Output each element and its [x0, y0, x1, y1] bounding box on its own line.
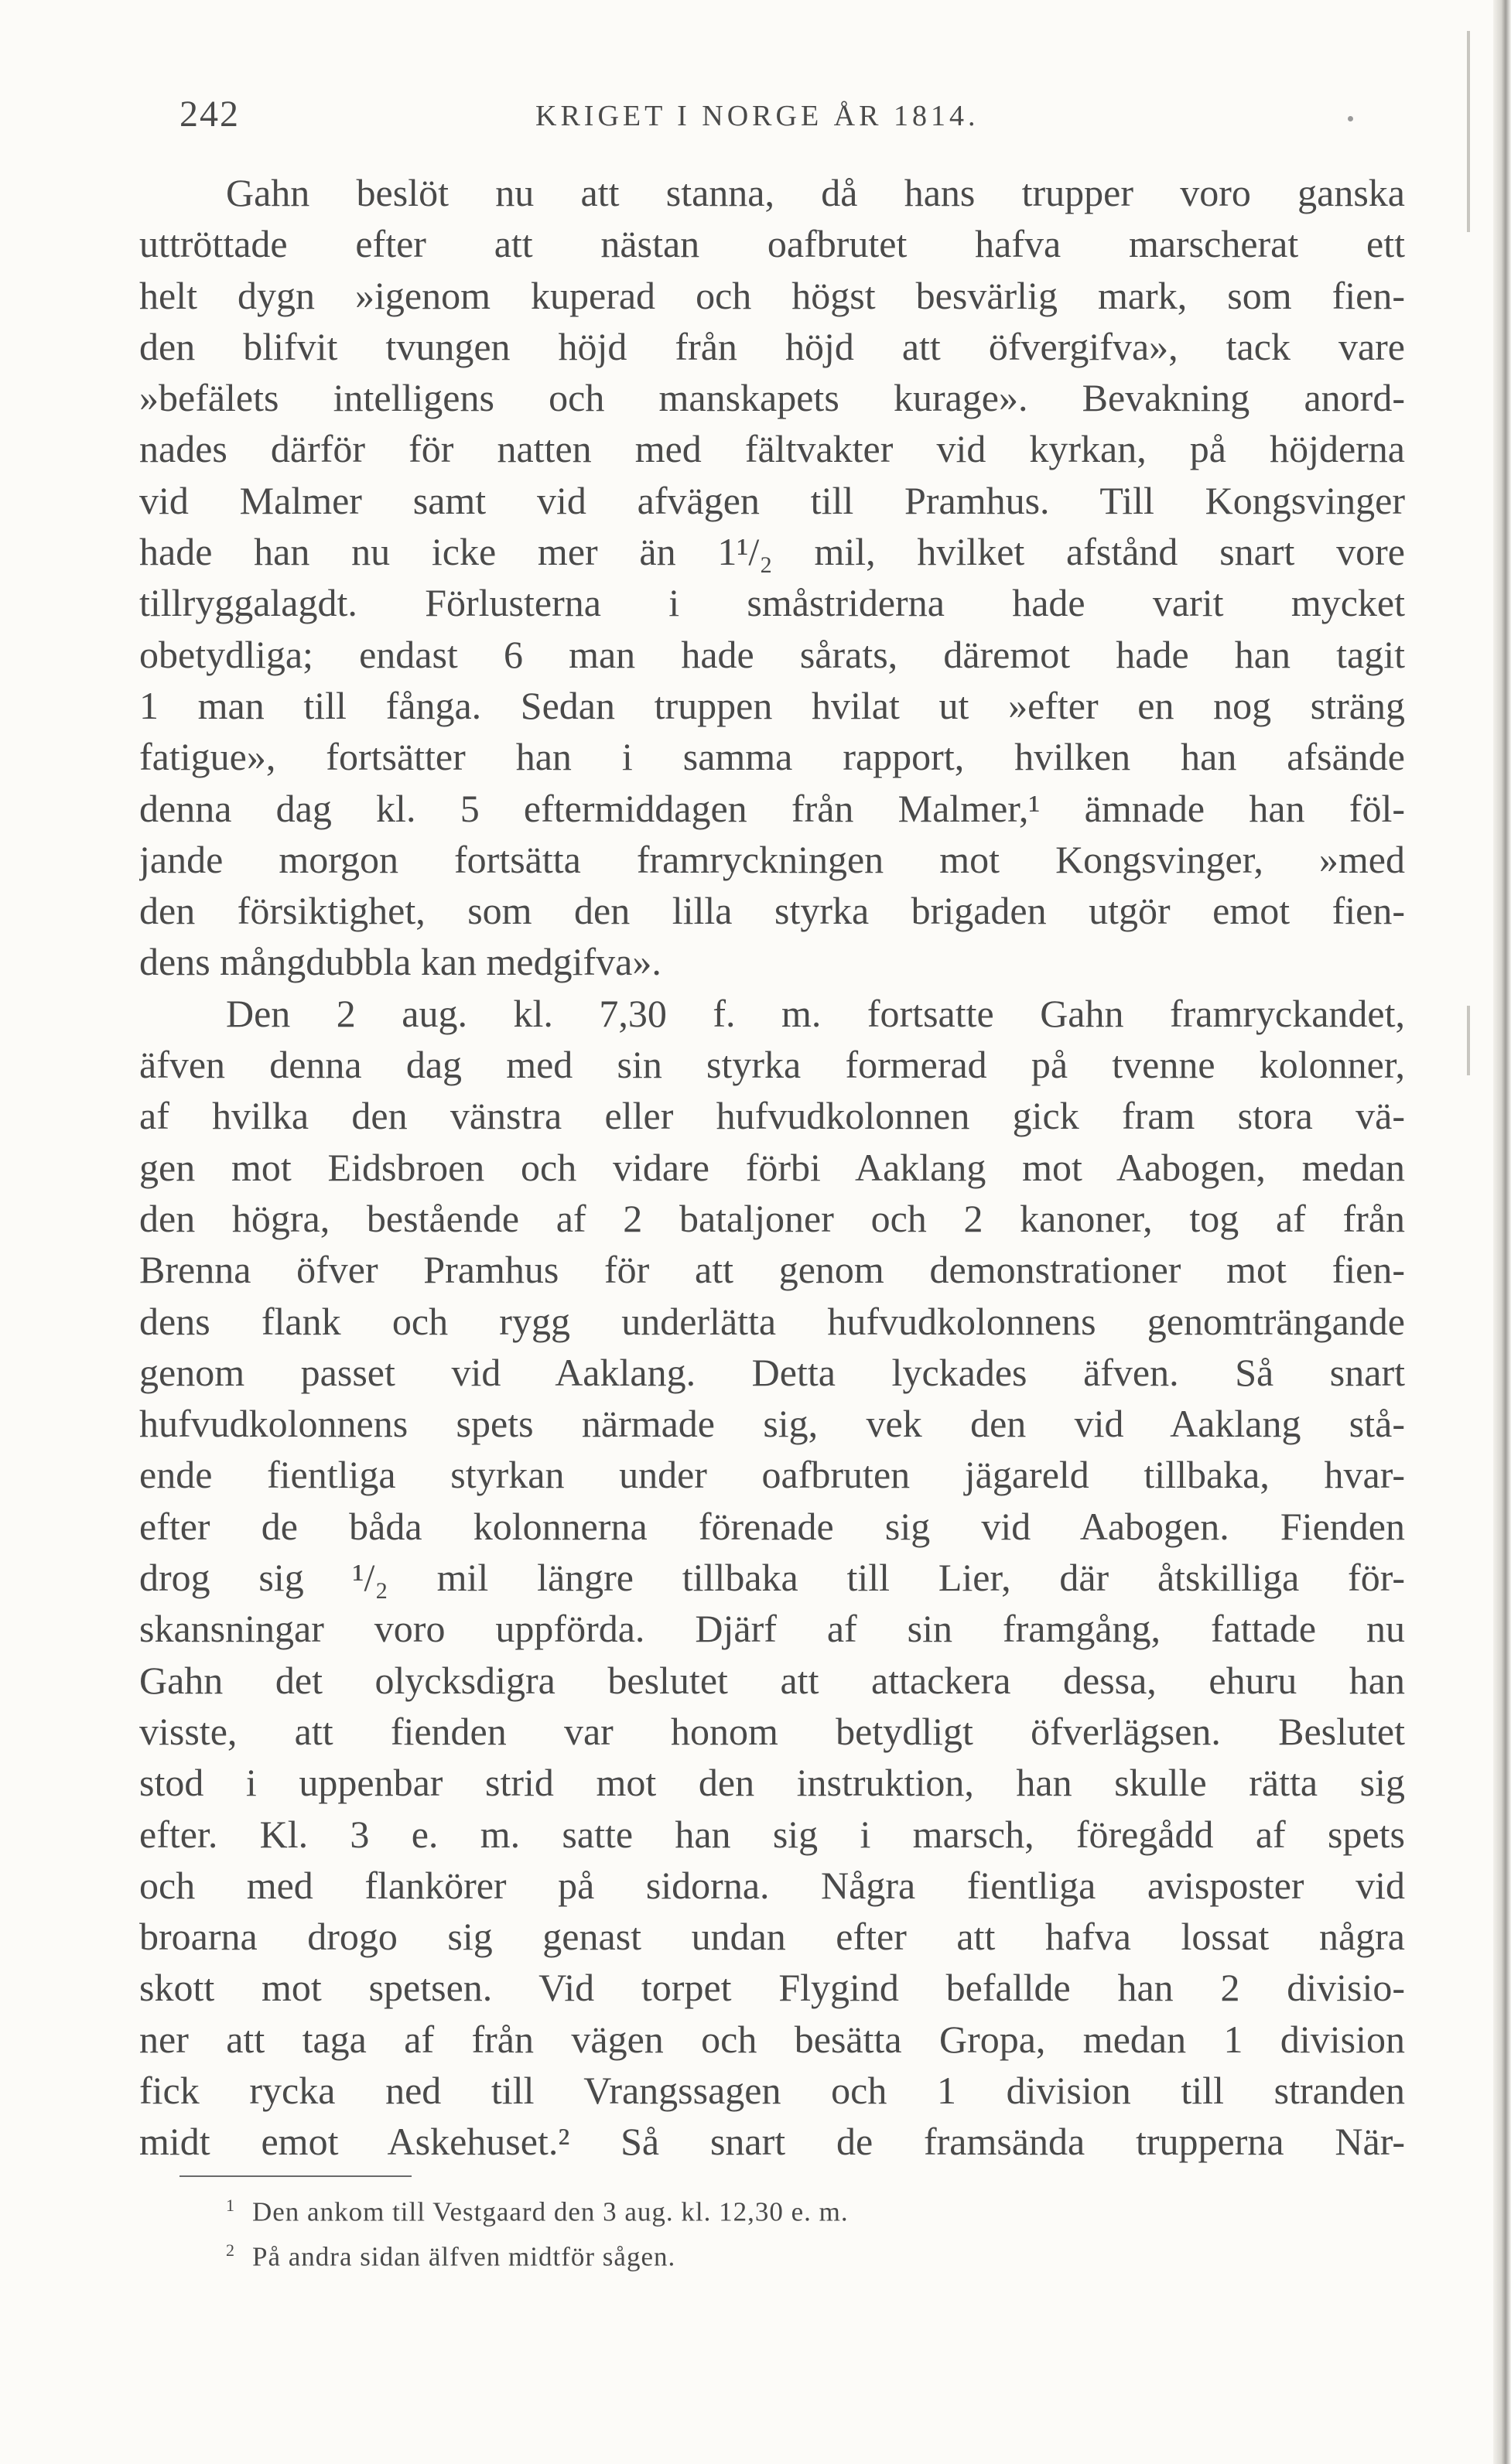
text-line: denna dag kl. 5 eftermiddagen från Malmer,¹ ämnade han föl- [139, 786, 1405, 830]
footnote-text: Den ankom till Vestgaard den 3 aug. kl. 12,30 e. m. [252, 2196, 849, 2227]
text-line: ner att taga af från vägen och besätta Gropa, medan 1 division [139, 2017, 1405, 2061]
text-line: äfven denna dag med sin styrka formerad på tvenne kolonner, [139, 1043, 1405, 1087]
text-line: fick rycka ned till Vrangssagen och 1 division till stranden [139, 2068, 1405, 2112]
text-line: af hvilka den vänstra eller hufvudkolonnen gick fram stora vä- [139, 1094, 1405, 1138]
page-edge-mark [1467, 1006, 1470, 1075]
footnote-mark: 2 [226, 2240, 235, 2260]
page-edge [1493, 0, 1511, 2464]
text-line: den högra, bestående af 2 bataljoner och 2 kanoner, tog af från [139, 1196, 1405, 1240]
text-line: skansningar voro uppförda. Djärf af sin framgång, fattade nu [139, 1607, 1405, 1651]
text-line: efter de båda kolonnerna förenade sig vid Aabogen. Fienden [139, 1504, 1405, 1548]
text-line: fatigue», fortsätter han i samma rapport, hvilken han afsände [139, 735, 1405, 779]
text-line: helt dygn »igenom kuperad och högst besvärlig mark, som fien- [139, 273, 1405, 317]
text-line: vid Malmer samt vid afvägen till Pramhus. Till Kongsvinger [139, 478, 1405, 522]
header-dot [1348, 116, 1353, 121]
text-line: visste, att fienden var honom betydligt öfverlägsen. Beslutet [139, 1709, 1405, 1753]
page-header [179, 93, 1355, 147]
page-edge-mark [1467, 31, 1470, 232]
text-line: genom passet vid Aaklang. Detta lyckades äfven. Så snart [139, 1350, 1405, 1394]
text-line: midt emot Askehuset.² Så snart de framsända trupperna När- [139, 2120, 1405, 2164]
text-line: 1 man till fånga. Sedan truppen hvilat ut »efter en nog sträng [139, 683, 1405, 727]
text-line: stod i uppenbar strid mot den instruktion, han skulle rätta sig [139, 1761, 1405, 1805]
text-line: gen mot Eidsbroen och vidare förbi Aaklang mot Aabogen, medan [139, 1145, 1405, 1189]
text-line: drog sig ¹/₂ mil längre tillbaka till Lier, där åtskilliga för- [139, 1556, 1405, 1600]
text-line: Den 2 aug. kl. 7,30 f. m. fortsatte Gahn framryckandet, [226, 991, 1405, 1035]
text-line: jande morgon fortsätta framryckningen mot Kongsvinger, »med [139, 837, 1405, 881]
text-line: den försiktighet, som den lilla styrka brigaden utgör emot fien- [139, 889, 1405, 933]
footnotes [226, 2183, 1232, 2273]
text-line: efter. Kl. 3 e. m. satte han sig i marsch, föregådd af spets [139, 1812, 1405, 1856]
running-head: KRIGET I NORGE ÅR 1814. [535, 100, 979, 132]
text-line: »befälets intelligens och manskapets kurage». Bevakning anord- [139, 376, 1405, 420]
footnote-mark: 1 [226, 2196, 235, 2215]
text-line: broarna drogo sig genast undan efter att hafva lossat några [139, 1915, 1405, 1959]
footnote [226, 2183, 1232, 2228]
text-line: obetydliga; endast 6 man hade sårats, däremot hade han tagit [139, 632, 1405, 676]
footnote [226, 2228, 1232, 2273]
text-line: nades därför för natten med fältvakter vid kyrkan, på höjderna [139, 427, 1405, 471]
text-line: Brenna öfver Pramhus för att genom demonstrationer mot fien- [139, 1248, 1405, 1292]
text-line: dens flank och rygg underlätta hufvudkolonnens genomträngande [139, 1299, 1405, 1343]
page-number: 242 [179, 94, 240, 135]
footnote-text: På andra sidan älfven midtför sågen. [252, 2241, 676, 2272]
text-line: Gahn det olycksdigra beslutet att attackera dessa, ehuru han [139, 1658, 1405, 1702]
text-line: dens mångdubbla kan medgifva». [139, 940, 661, 984]
text-line: tillryggalagdt. Förlusterna i småstriderna hade varit mycket [139, 581, 1405, 625]
body-text [139, 167, 1405, 2168]
text-line: hade han nu icke mer än 1¹/₂ mil, hvilket afstånd snart vore [139, 530, 1405, 574]
text-line: uttröttade efter att nästan oafbrutet hafva marscherat ett [139, 222, 1405, 266]
text-line: och med flankörer på sidorna. Några fientliga avisposter vid [139, 1863, 1405, 1907]
text-line: skott mot spetsen. Vid torpet Flygind befallde han 2 divisio- [139, 1966, 1405, 2010]
text-line: hufvudkolonnens spets närmade sig, vek den vid Aaklang stå- [139, 1402, 1405, 1446]
footnote-rule [179, 2175, 412, 2177]
text-line: Gahn beslöt nu att stanna, då hans trupper voro ganska [226, 171, 1405, 214]
text-line: den blifvit tvungen höjd från höjd att öfvergifva», tack vare [139, 324, 1405, 368]
text-line: ende fientliga styrkan under oafbruten jägareld tillbaka, hvar- [139, 1453, 1405, 1497]
